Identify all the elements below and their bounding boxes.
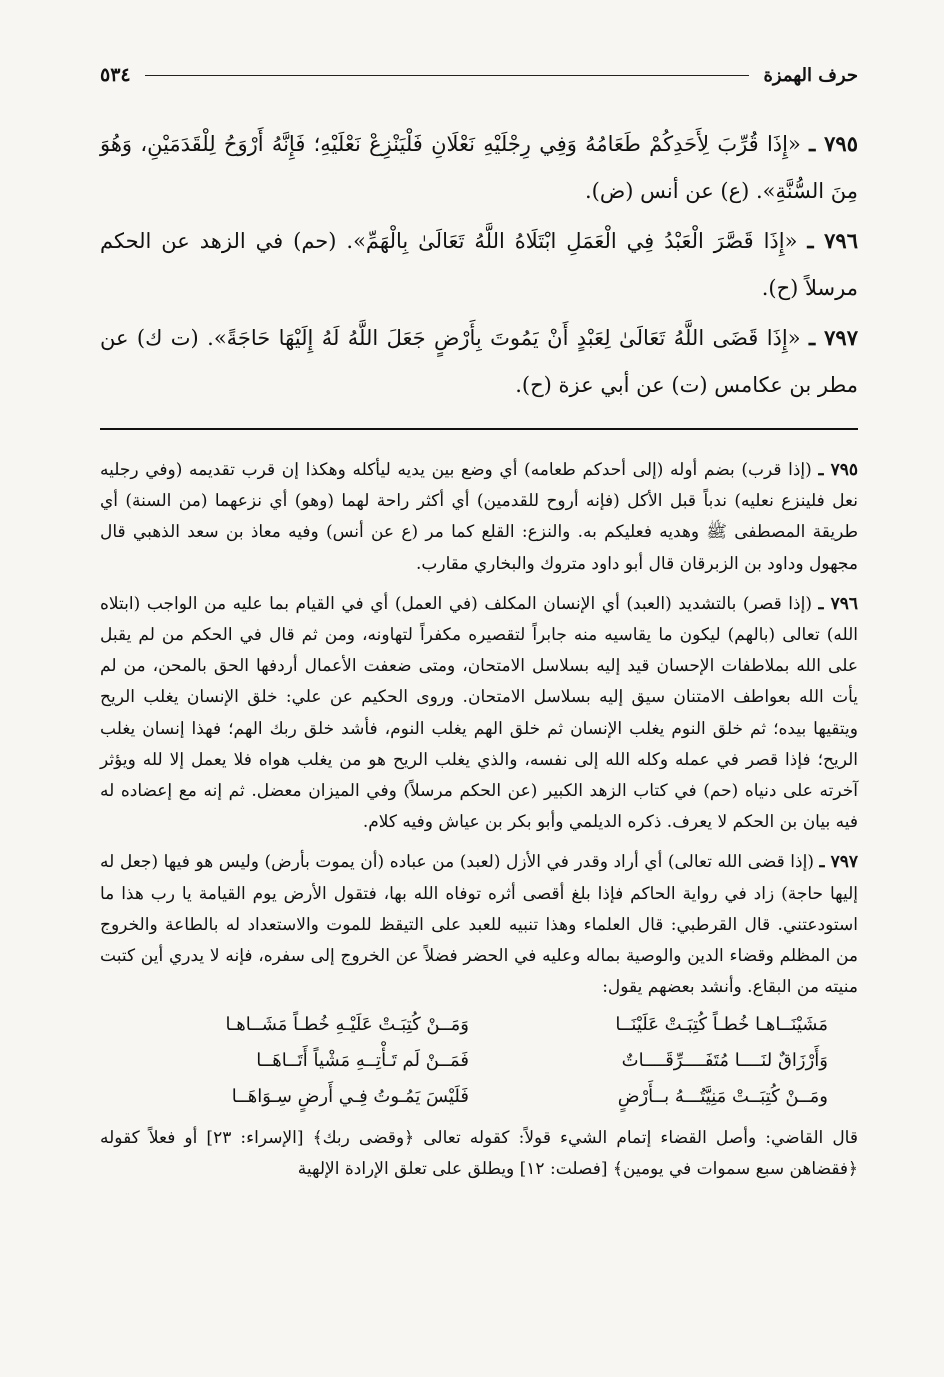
poem-hemistich: مَشَيْنَــاهـا خُطـاً كُتِبَـتْ عَلَيْنَــا (615, 1014, 828, 1036)
hadith-body: «إِذَا قَضَى اللَّهُ تَعَالَىٰ لِعَبْدٍ أَنْ يَمُوتَ بِأَرْضٍ جَعَلَ اللَّهُ لَهُ إِلَيْهَا حَاجَةً». (ت ك) عن مطر بن عكامس (ت) عن أبي عزة (ح). (100, 326, 858, 397)
header-rule (145, 75, 750, 76)
commentary-body: (إذا قرب) بضم أوله (إلى أحدكم طعامه) أي وضع بين يديه ليأكله وهكذا إن قرب تقديمه (وفي رجليه نعل فلينزع نعليه) ندباً قبل الأكل (فإنه أروح للقدمين) أي أكثر راحة لهما (وهو) أي نزعهما (من السنة) أي طريقة المصطفى ﷺ وهديه فعليكم به. والنزع: القلع كما مر (ع عن أنس) وفيه معاذ بن سعد الذهبي قال مجهول وداود بن الزبرقان قال أبو داود متروك والبخاري مقارب. (100, 460, 858, 574)
section-divider (100, 428, 858, 430)
commentary-number: ٧٩٦ ـ (818, 593, 858, 614)
poem-hemistich: فَلَيْسَ يَمُـوتُ فِـي أَرضٍ سِـوَاهَــا (231, 1086, 469, 1108)
commentary-paragraph (100, 589, 858, 839)
commentary-number: ٧٩٧ ـ (819, 852, 858, 873)
chapter-title: حرف الهمزة (763, 64, 858, 86)
hadith-entry (100, 217, 858, 312)
hadith-number: ٧٩٧ ـ (808, 325, 858, 350)
closing-paragraph: قال القاضي: وأصل القضاء إتمام الشيء قولاً: كقوله تعالى ﴿وقضى ربك﴾ [الإسراء: ٢٣] أو فعلاً كقوله ﴿فقضاهن سبع سموات في يومين﴾ [فصلت: ١٢] ويطلق على تعلق الإرادة الإلهية (100, 1128, 858, 1180)
commentary-body: (إذا قضى الله تعالى) أي أراد وقدر في الأزل (لعبد) من عباده (أن يموت بأرض) وليس هو فيها (جعل له إليها حاجة) زاد في رواية الحاكم فإذا بلغ أقصى أثره توفاه الله بها، فتقول الأرض يوم القيامة يا رب هذا ما استودعتني. قال القرطبي: قال العلماء وهذا تنبيه للعبد على التيقظ للموت والاستعداد له بالطاعة والخروج من المظلم وقضاء الدين والوصية بماله وعليه في الحضر فضلاً عن الخروج إلى سفره، فإنه لا يدري أين كتبت منيته من البقاع. وأنشد بعضهم يقول: (100, 852, 858, 998)
commentary-number: ٧٩٥ ـ (818, 460, 859, 480)
hadith-body: «إِذَا قُرِّبَ لِأَحَدِكُمْ طَعَامُهُ وَفِي رِجْلَيْهِ نَعْلَانِ فَلْيَنْزِعْ نَعْلَيْهِ؛ فَإِنَّهُ أَرْوَحُ لِلْقَدَمَيْنِ، وَهُوَ مِنَ السُّنَّةِ». (ع) عن أنس (ض). (100, 132, 858, 203)
hadith-number: ٧٩٦ ـ (807, 228, 858, 253)
hadith-entry (100, 120, 858, 215)
commentary-body: (إذا قصر) بالتشديد (العبد) أي الإنسان المكلف (في العمل) أي في القيام بما عليه من الواجب (ابتلاه الله) تعالى (بالهم) ليكون ما يقاسيه منه جابراً لتقصيره مكفراً لتهاونه، ومن ثم قال في الحكم من لم يقبل على الله بملاطفات الإحسان قيد إليه بسلاسل الامتحان، ومتى ضعفت الأعمال أردفها الحق بالمحن، من لم يأت الله بعواطف الامتنان سيق إليه بسلاسل الامتحان. وروى الحكيم عن علي: خلق الإنسان يغلب الريح ويتقيها بيده؛ ثم خلق النوم يغلب الإنسان ثم خلق الهم يغلب النوم، فأشد خلق ربك الهم؛ فهذا إنسان يغلب الريح؛ فإذا قصر في عمله وكله الله إلى نفسه، والذي يغلب الريح هو من يغلب هواه فلا يعمل إلا لله ويؤثر آخرته على دنياه (حم) في كتاب الزهد الكبير (عن الحكم مرسلاً) وفي الميزان معضل. ثم إنه مع إعضاده له فيه بيان بن الحكم لا يعرف. ذكره الديلمي وأبو بكر بن عياش وفيه كلام. (100, 593, 858, 833)
commentary-paragraph (100, 455, 858, 580)
poem-hemistich: فَمَــنْ لَم تَـأْتِــهِ مَشْياً أَتَــاهَــا (256, 1050, 469, 1072)
page-number: ٥٣٤ (100, 64, 131, 86)
poem-hemistich: وَمَــنْ كُتِبَـتْ عَلَيْـهِ خُطـاً مَشَــاهـا (225, 1014, 469, 1036)
hadith-entry (100, 314, 858, 409)
poem-hemistich: وَأَرْزَاقٌ لنَــــا مُتَفَــــرِّقَــــاتٌ (621, 1050, 828, 1072)
poem-hemistich: ومَــنْ كُتِبَــتْ مَنِيَّتُـــهُ بــأَرْضٍ (617, 1086, 828, 1108)
commentary-paragraph (100, 847, 858, 1003)
page-header (100, 64, 858, 86)
hadith-body: «إِذَا قَصَّرَ الْعَبْدُ فِي الْعَمَلِ ابْتَلَاهُ اللَّهُ تَعَالَىٰ بِالْهَمِّ». (حم) في الزهد عن الحكم مرسلاً (ح). (100, 229, 858, 300)
poem-verses (150, 1007, 828, 1115)
commentary (100, 455, 858, 1185)
hadith-number: ٧٩٥ ـ (809, 131, 858, 156)
hadith-text (100, 120, 858, 411)
